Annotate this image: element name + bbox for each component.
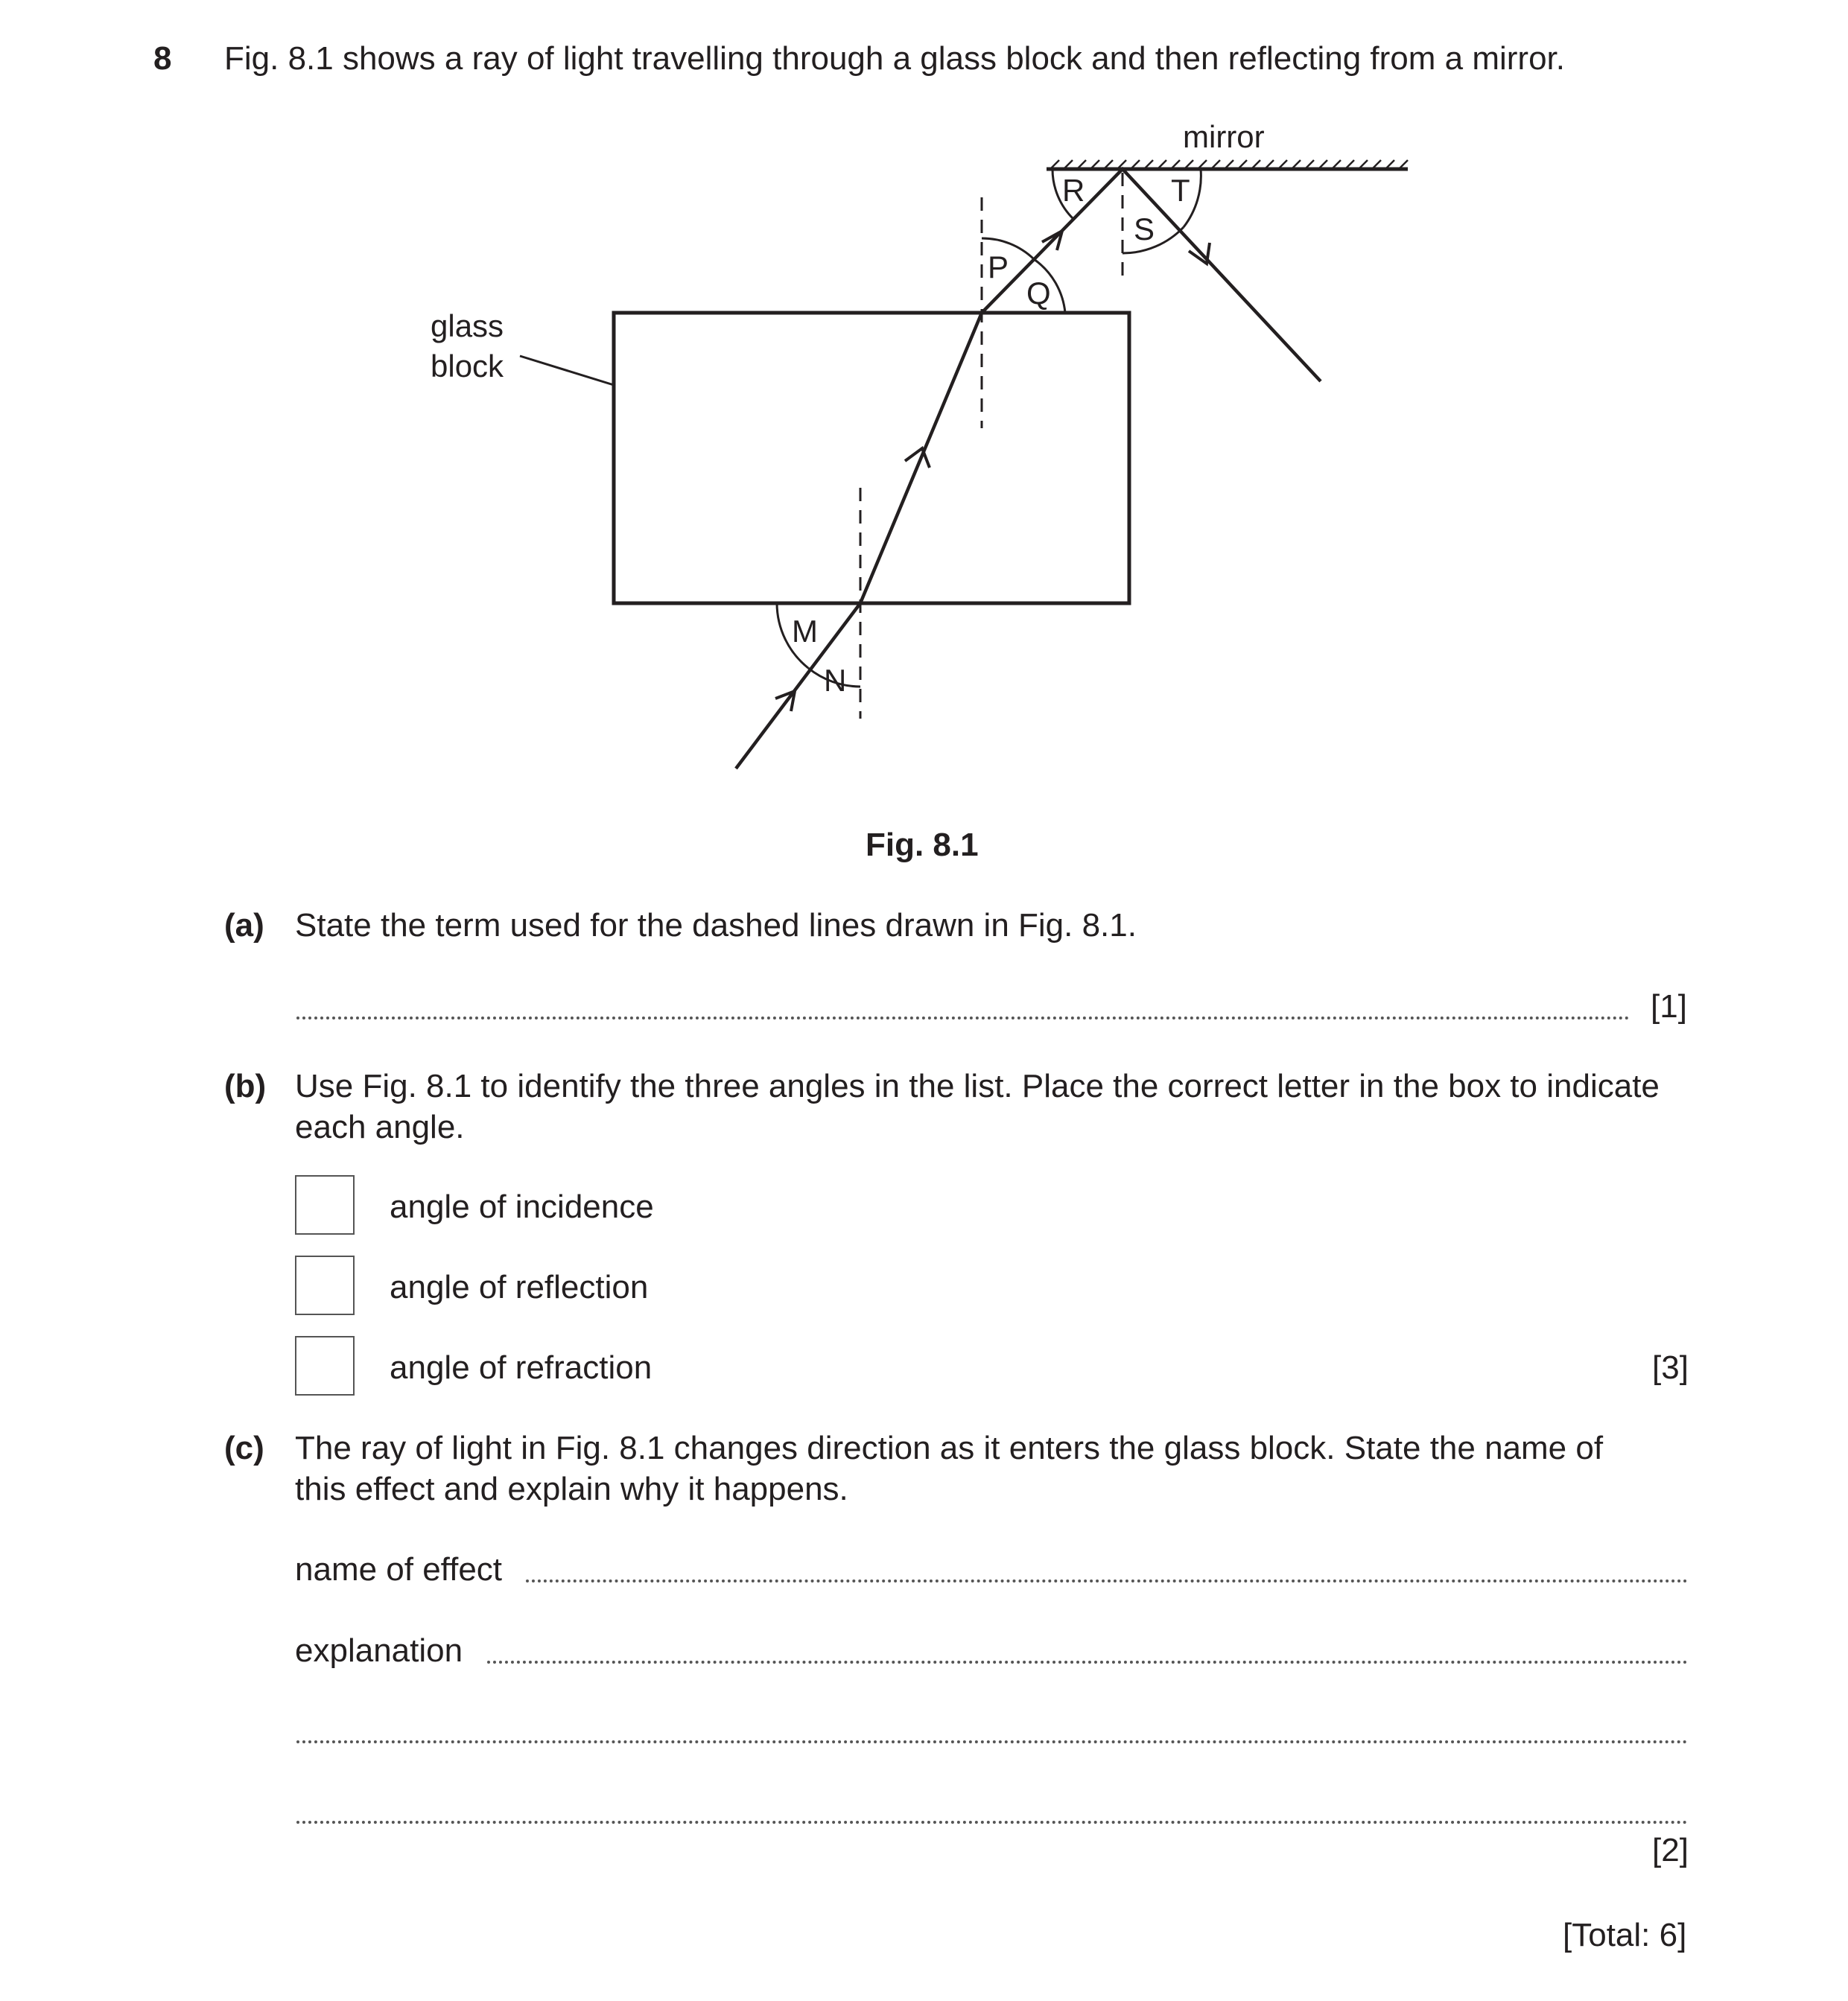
answer-box-refraction[interactable]	[295, 1336, 355, 1396]
part-a-label: (a)	[224, 907, 264, 944]
answer-box-reflection[interactable]	[295, 1256, 355, 1315]
part-a-marks: [1]	[1651, 988, 1687, 1025]
figure-ray-diagram	[0, 0, 1848, 819]
glass-block-pointer-line	[520, 356, 614, 385]
angle-label-R: R	[1062, 173, 1085, 208]
angle-label-S: S	[1134, 211, 1155, 246]
figure-caption: Fig. 8.1	[866, 827, 979, 863]
option-refraction: angle of refraction	[390, 1349, 652, 1386]
answer-box-incidence[interactable]	[295, 1175, 355, 1235]
angle-label-N: N	[824, 663, 847, 698]
glass-label-line2: block	[431, 349, 504, 384]
explanation-answer-line-2[interactable]	[296, 1740, 1688, 1743]
part-c-line2: this effect and explain why it happens.	[295, 1471, 848, 1507]
angle-label-Q: Q	[1026, 276, 1051, 311]
option-incidence: angle of incidence	[390, 1189, 654, 1225]
angle-label-M: M	[792, 614, 818, 649]
glass-block	[614, 313, 1129, 603]
part-b-label: (b)	[224, 1068, 267, 1104]
part-c-marks: [2]	[1652, 1832, 1689, 1868]
part-c-line1: The ray of light in Fig. 8.1 changes direction as it enters the glass block. State the name of	[295, 1430, 1604, 1466]
question-number: 8	[153, 40, 172, 77]
glass-label-line1: glass	[431, 308, 504, 343]
part-a-text: State the term used for the dashed lines drawn in Fig. 8.1.	[295, 907, 1137, 944]
part-b-line2: each angle.	[295, 1109, 465, 1145]
angle-label-P: P	[988, 249, 1009, 284]
total-marks: [Total: 6]	[1563, 1917, 1687, 1953]
explanation-answer-line-3[interactable]	[296, 1821, 1688, 1824]
part-b-line1: Use Fig. 8.1 to identify the three angles in the list. Place the correct letter in the box to indicate	[295, 1068, 1660, 1104]
option-reflection: angle of reflection	[390, 1269, 649, 1305]
explanation-label: explanation	[295, 1632, 463, 1669]
angle-label-T: T	[1171, 173, 1190, 208]
explanation-answer-line-1[interactable]	[487, 1661, 1688, 1664]
part-a-answer-line[interactable]	[296, 1017, 1630, 1019]
question-intro: Fig. 8.1 shows a ray of light travelling through a glass block and then reflecting from a mirror.	[224, 40, 1565, 77]
part-b-marks: [3]	[1652, 1349, 1689, 1386]
mirror-label: mirror	[1183, 119, 1265, 154]
name-of-effect-label: name of effect	[295, 1551, 503, 1588]
part-c-label: (c)	[224, 1430, 264, 1466]
name-of-effect-answer-line[interactable]	[526, 1580, 1688, 1582]
